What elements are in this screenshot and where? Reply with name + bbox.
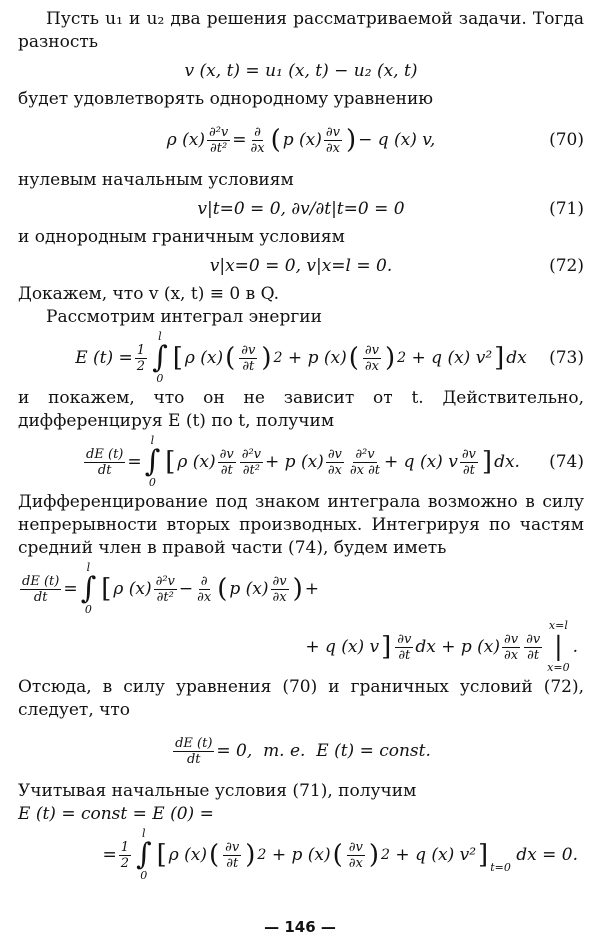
equation-74: $\frac{dE (t)}{dt}$ = l ∫ 0 [ ρ (x) $\frac{\partial v}{\partial t}$ $\frac{\text{∂²v}}{\text{∂t²}}$ + p (x) $\frac{\partial v}{\partial x}$ $\frac{\text{∂²v}}{\partial x \partial t}$ + q (x) v $\frac{\partial v}{\partial t}$ ] dx. (74): [86, 434, 584, 489]
equation-difference: v (x, t) = u₁ (x, t) − u₂ (x, t): [184, 61, 418, 81]
equation-71-body: v|t=0 = 0, ∂v/∂t|t=0 = 0: [197, 199, 405, 219]
equation-number-72: (72): [549, 256, 584, 276]
page-number: — 146 —: [264, 918, 336, 936]
paragraph-4: и однородным граничным условиям: [18, 227, 345, 247]
equation-energy-const: $\frac{dE (t)}{dt}$ = 0, т. е. E (t) = const.: [175, 735, 431, 767]
paragraph-1: Пусть u₁ и u₂ два решения рассматриваемой задачи. Тогда разность: [18, 9, 584, 52]
paragraph-5: Докажем, что v (x, t) ≡ 0 в Q.: [18, 284, 280, 304]
equation-final: = $\frac{1}{2}$ l ∫ 0 [ ρ (x) ( $\frac{\partial v}{\partial t}$ ) 2 + p (x) ( $\frac{\partial v}{\partial x}$ ) 2 + q (x) v² ] t=0 dx = 0.: [102, 827, 578, 882]
page-content: [18, 8, 584, 884]
equation-parts-line-2: + q (x) v ] $\frac{\partial v}{\partial t}$ dx + p (x) $\frac{\partial v}{\partial x}$ $\frac{\partial v}{\partial t}$ x=l | x=0 .: [305, 619, 578, 674]
paragraph-3: нулевым начальным условиям: [18, 170, 294, 190]
equation-number-70: (70): [549, 130, 584, 150]
paragraph-6: Рассмотрим интеграл энергии: [46, 307, 322, 327]
paragraph-10: Учитывая начальные условия (71), получим: [18, 781, 417, 801]
equation-72-body: v|x=0 = 0, v|x=l = 0.: [209, 256, 393, 276]
paragraph-7: и покажем, что он не зависит от t. Действительно, дифференцируя E (t) по t, получим: [18, 388, 584, 431]
equation-73: E (t) = $\frac{1}{2}$ l ∫ 0 [ ρ (x) ( $\frac{\partial v}{\partial t}$ ) 2 + p (x) ( $\frac{\partial v}{\partial x}$ ) 2 + q (x) v² ] dx (73): [75, 330, 584, 385]
equation-number-74: (74): [549, 452, 584, 472]
paragraph-9: Отсюда, в силу уравнения (70) и граничных условий (72), следует, что: [18, 677, 584, 720]
equation-70: ρ (x) $\frac{\text{∂²v}}{\text{∂t²}}$ = $\frac{\partial}{\partial x}$ ( p (x) $\frac{\partial v}{\partial x}$ ) − q (x) v, (70): [166, 124, 584, 156]
paragraph-2: будет удовлетворять однородному уравнению: [18, 89, 434, 109]
equation-number-71: (71): [549, 199, 584, 219]
equation-72: [18, 249, 584, 283]
equation-number-73: (73): [549, 348, 584, 368]
equation-71: [18, 192, 584, 226]
paragraph-11: E (t) = const = E (0) =: [18, 804, 214, 824]
equation-parts-line-1: $\frac{dE (t)}{dt}$ = l ∫ 0 [ ρ (x) $\frac{\text{∂²v}}{\text{∂t²}}$ − $\frac{\partial}{\partial x}$ ( p (x) $\frac{\partial v}{\partial x}$ ) +: [22, 561, 319, 616]
paragraph-8: Дифференцирование под знаком интеграла возможно в силу непрерывности вторых производных. Интегрируя по частям средний член в правой части (74), будем иметь: [18, 492, 584, 558]
